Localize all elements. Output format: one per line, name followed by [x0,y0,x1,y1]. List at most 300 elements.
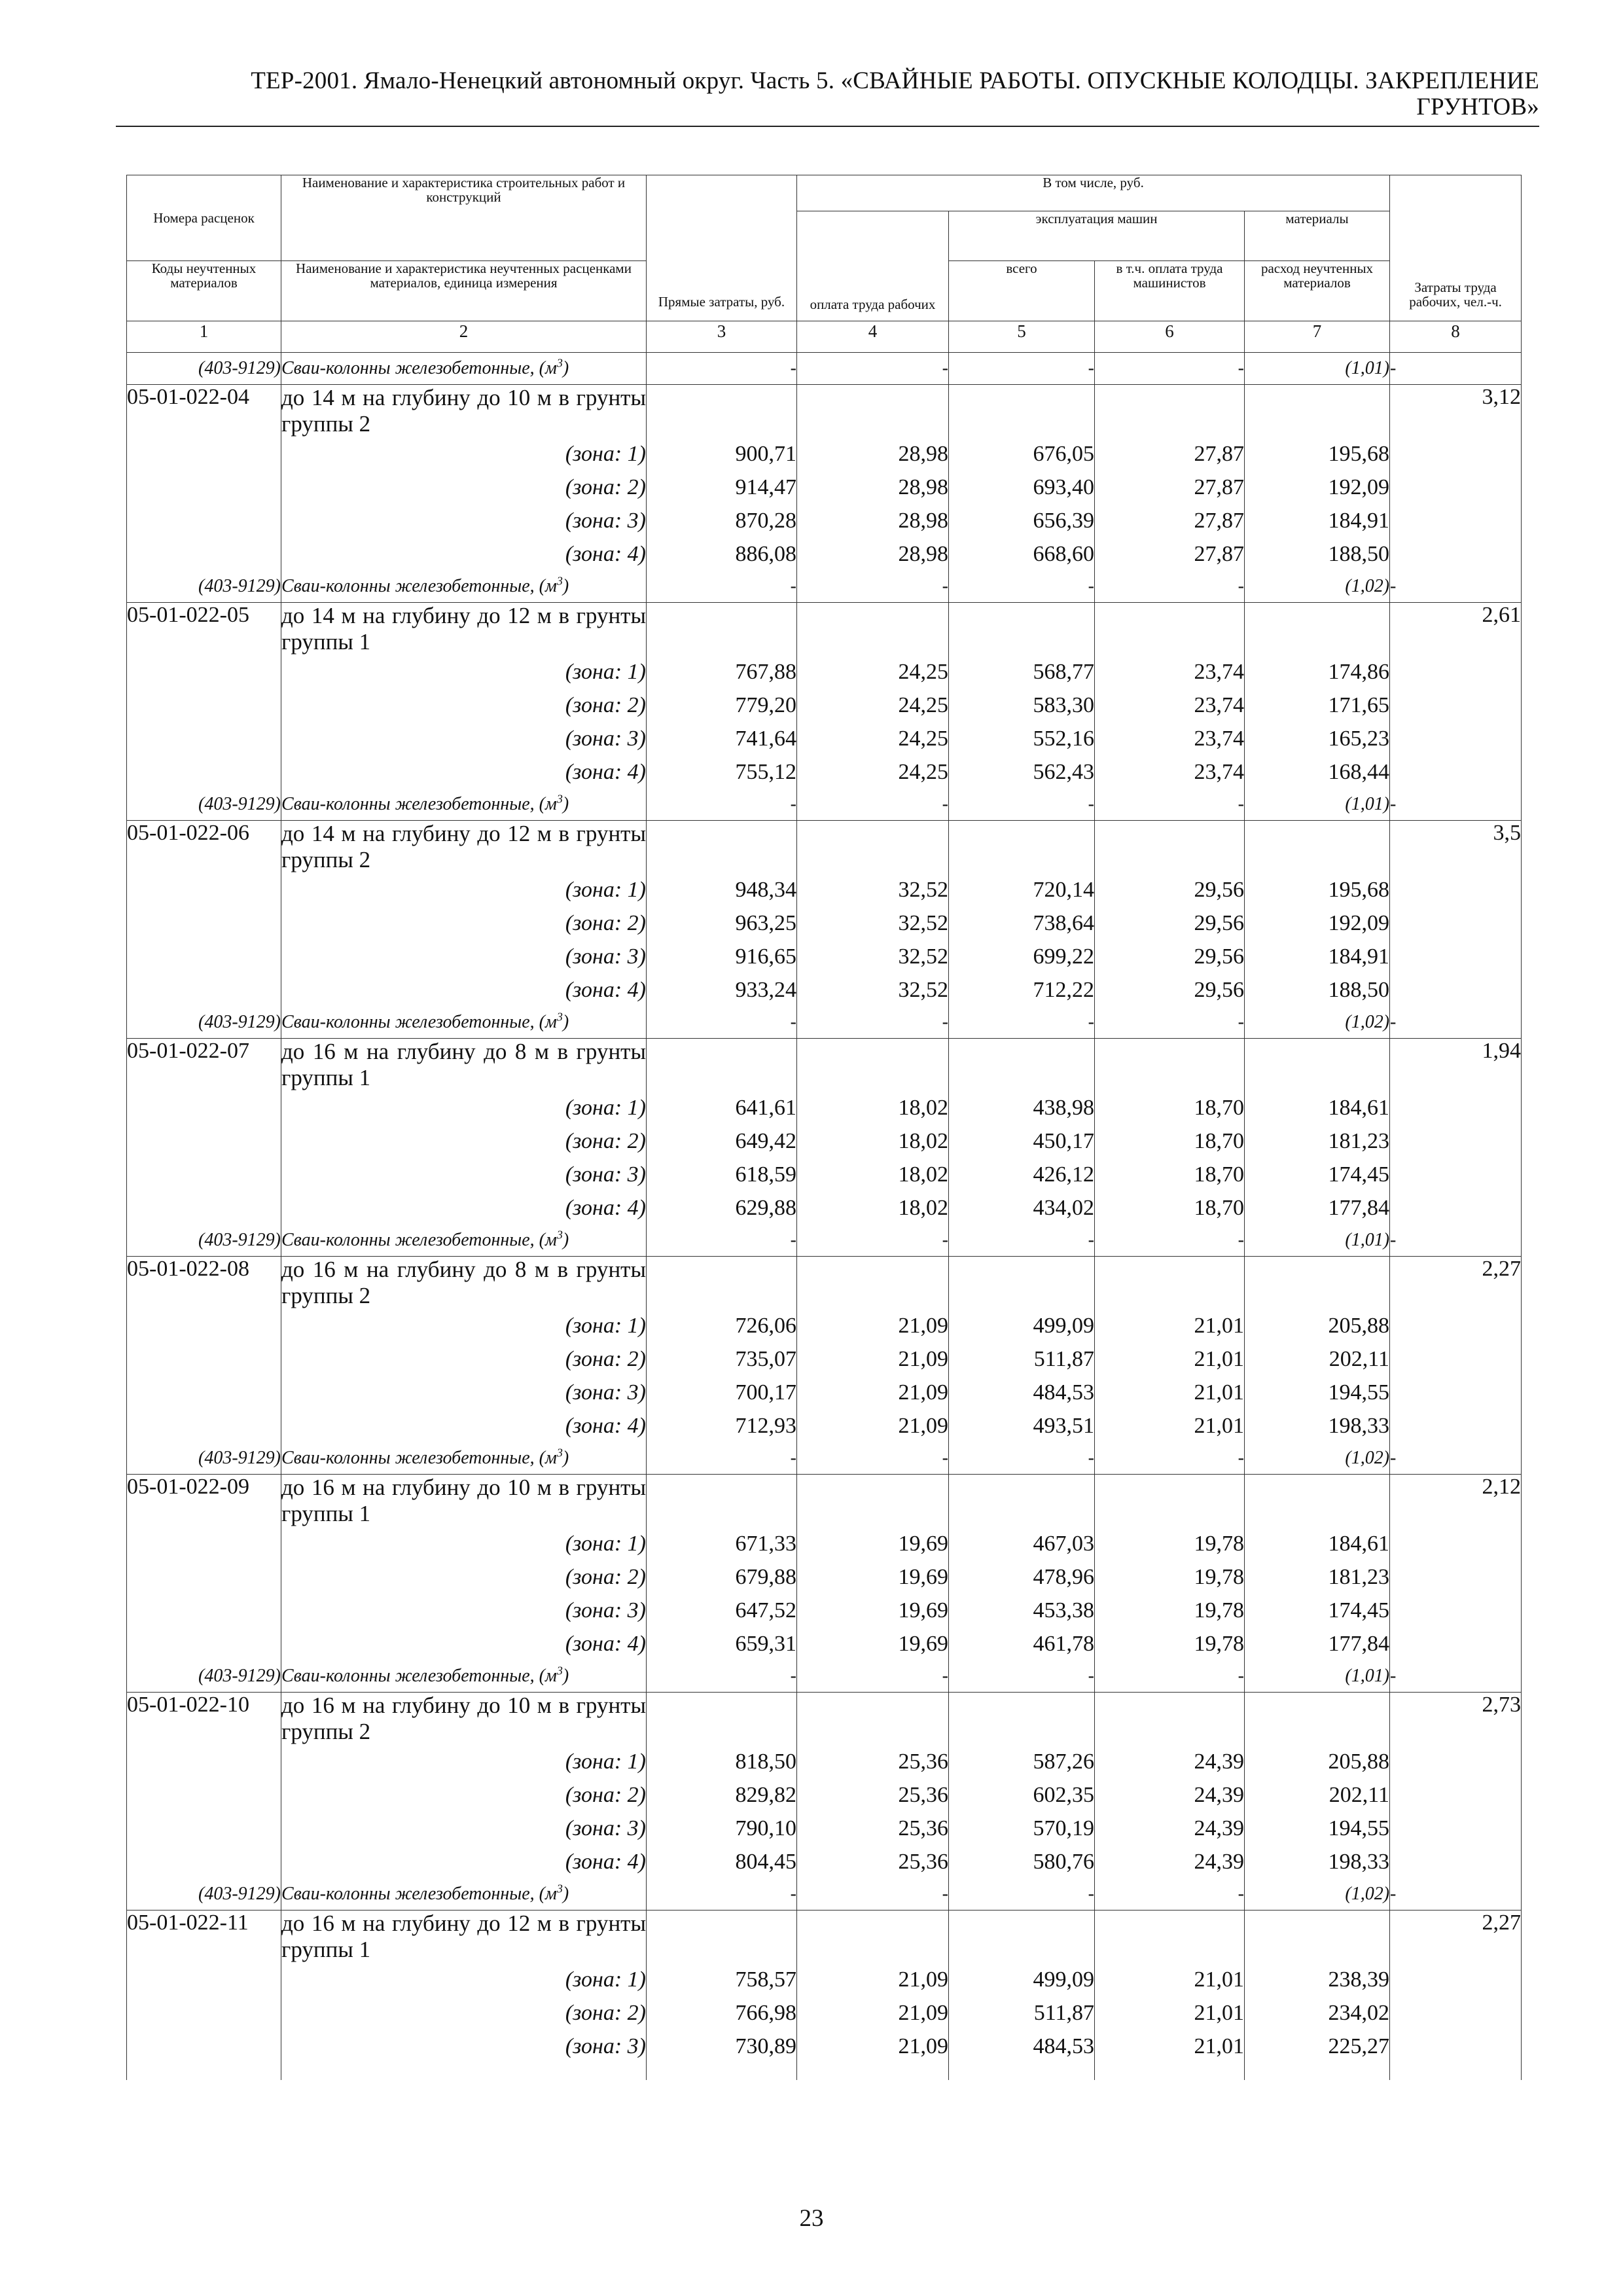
empty-cell [1390,1778,1522,1812]
machines-total: 493,51 [949,1409,1095,1443]
zone-label: (зона: 4) [281,755,647,789]
machines-total: 438,98 [949,1091,1095,1124]
material-code: (403-9129) [127,571,281,603]
empty-cell [1390,1812,1522,1845]
machinist-pay: 19,78 [1095,1527,1245,1560]
machines-total: 467,03 [949,1527,1095,1560]
zone-label: (зона: 3) [281,940,647,973]
labor-cost: 1,94 [1390,1039,1522,1092]
zone-row [127,1594,1522,1627]
machinist-pay: 29,56 [1095,873,1245,906]
empty-cell [1390,1191,1522,1225]
empty-cell [127,755,281,789]
material-machines-dash: - [949,1443,1095,1475]
rate-name: до 16 м на глубину до 12 м в грунты группы 1 [281,1910,646,1962]
material-quantity: (1,02) [1245,1443,1390,1475]
zone-label: (зона: 2) [281,471,647,504]
machinist-pay: 27,87 [1095,504,1245,537]
material-labor-dash: - [1390,1660,1522,1693]
material-machines-dash: - [949,1007,1095,1039]
zone-label: (зона: 1) [281,655,647,689]
materials-cost: 181,23 [1245,1560,1390,1594]
zone-label: (зона: 1) [281,1309,647,1342]
empty-cell [1245,821,1390,874]
material-machinists-dash: - [1095,571,1245,603]
worker-pay: 25,36 [797,1778,949,1812]
empty-cell [1390,973,1522,1007]
empty-cell [949,1910,1095,1964]
zone-label: (зона: 2) [281,689,647,722]
materials-cost: 198,33 [1245,1409,1390,1443]
rate-code: 05-01-022-05 [127,603,281,656]
material-labor-dash: - [1390,789,1522,821]
worker-pay: 21,09 [797,1963,949,1996]
material-name: Сваи-колонны железобетонные, $(м^3)$ [281,1225,647,1257]
worker-pay: 32,52 [797,973,949,1007]
zone-label: (зона: 3) [281,1812,647,1845]
worker-pay: 21,09 [797,1409,949,1443]
zone-label: (зона: 4) [281,1627,647,1660]
empty-cell [1390,1342,1522,1376]
empty-cell [1095,1257,1245,1310]
material-name: Сваи-колонны железобетонные, $(м^3)$ [281,571,647,603]
rate-row [127,603,1522,656]
machinist-pay: 23,74 [1095,722,1245,755]
materials-cost: 205,88 [1245,1309,1390,1342]
empty-cell [127,689,281,722]
zone-label: (зона: 2) [281,906,647,940]
material-name: Сваи-колонны железобетонные, $(м^3)$ [281,1660,647,1693]
material-worker-dash: - [797,571,949,603]
material-name: Сваи-колонны железобетонные, $(м^3)$ [281,353,647,385]
material-machinists-dash: - [1095,789,1245,821]
empty-cell [1390,1409,1522,1443]
machines-total: 450,17 [949,1124,1095,1158]
empty-cell [1390,722,1522,755]
material-machines-dash: - [949,1660,1095,1693]
direct-cost: 766,98 [647,1996,797,2030]
materials-cost: 205,88 [1245,1745,1390,1778]
empty-cell [1095,385,1245,438]
machines-total: 499,09 [949,1309,1095,1342]
materials-cost: 181,23 [1245,1124,1390,1158]
material-machinists-dash: - [1095,1225,1245,1257]
worker-pay: 18,02 [797,1124,949,1158]
direct-cost: 779,20 [647,689,797,722]
rate-name: до 16 м на глубину до 10 м в грунты группы 2 [281,1693,646,1744]
worker-pay: 18,02 [797,1158,949,1191]
machinist-pay: 18,70 [1095,1191,1245,1225]
zone-row [127,471,1522,504]
zone-row [127,2030,1522,2063]
empty-cell [127,873,281,906]
zone-row [127,1376,1522,1409]
empty-cell [127,973,281,1007]
direct-cost: 649,42 [647,1124,797,1158]
zone-row [127,1812,1522,1845]
materials-cost: 177,84 [1245,1191,1390,1225]
labor-cost: 2,61 [1390,603,1522,656]
zone-row [127,1124,1522,1158]
machines-total: 568,77 [949,655,1095,689]
direct-cost: 647,52 [647,1594,797,1627]
worker-pay: 24,25 [797,755,949,789]
zone-label: (зона: 3) [281,1594,647,1627]
empty-cell [127,1158,281,1191]
material-quantity: (1,01) [1245,1660,1390,1693]
empty-cell [647,385,797,438]
machinist-pay: 19,78 [1095,1594,1245,1627]
machines-total: 580,76 [949,1845,1095,1878]
materials-cost: 195,68 [1245,873,1390,906]
header-rate-name: Наименование и характеристика строительных работ и конструкций [281,175,647,261]
machinist-pay: 29,56 [1095,940,1245,973]
machines-total: 676,05 [949,437,1095,471]
empty-cell [1095,1475,1245,1528]
zone-label: (зона: 4) [281,1191,647,1225]
empty-cell [647,603,797,656]
machinist-pay: 18,70 [1095,1091,1245,1124]
material-worker-dash: - [797,1225,949,1257]
zone-row [127,1996,1522,2030]
zone-label: (зона: 1) [281,1745,647,1778]
zone-row [127,940,1522,973]
rate-row [127,1257,1522,1310]
empty-cell [1245,385,1390,438]
rate-name: до 14 м на глубину до 10 м в грунты группы 2 [281,385,646,437]
empty-cell [127,1342,281,1376]
header-worker-pay: оплата труда рабочих [797,211,949,321]
empty-cell [1390,537,1522,571]
materials-cost: 168,44 [1245,755,1390,789]
header-machines-total: всего [949,261,1095,321]
materials-cost: 165,23 [1245,722,1390,755]
zone-row [127,689,1522,722]
empty-cell [127,1560,281,1594]
empty-cell [127,1124,281,1158]
material-machines-dash: - [949,571,1095,603]
column-number: 8 [1390,321,1522,353]
column-number: 4 [797,321,949,353]
labor-cost: 3,5 [1390,821,1522,874]
machines-total: 562,43 [949,755,1095,789]
machines-total: 511,87 [949,1342,1095,1376]
direct-cost: 726,06 [647,1309,797,1342]
direct-cost: 916,65 [647,940,797,973]
column-number: 1 [127,321,281,353]
direct-cost: 741,64 [647,722,797,755]
empty-cell [1390,940,1522,973]
empty-cell [949,2063,1095,2080]
zone-row [127,1963,1522,1996]
direct-cost: 712,93 [647,1409,797,1443]
empty-cell [1390,1527,1522,1560]
zone-label: (зона: 3) [281,722,647,755]
machinist-pay: 29,56 [1095,973,1245,1007]
materials-cost: 188,50 [1245,537,1390,571]
materials-cost: 174,45 [1245,1594,1390,1627]
material-quantity: (1,02) [1245,1878,1390,1910]
materials-cost: 238,39 [1245,1963,1390,1996]
materials-cost: 195,68 [1245,437,1390,471]
material-labor-dash: - [1390,1443,1522,1475]
empty-cell [1095,1039,1245,1092]
zone-label: (зона: 1) [281,437,647,471]
empty-cell [1390,689,1522,722]
empty-cell [127,1409,281,1443]
zone-label: (зона: 1) [281,1527,647,1560]
machinist-pay: 23,74 [1095,755,1245,789]
material-machinists-dash: - [1095,1007,1245,1039]
empty-cell [1390,1158,1522,1191]
materials-cost: 177,84 [1245,1627,1390,1660]
material-quantity: (1,01) [1245,789,1390,821]
machines-total: 656,39 [949,504,1095,537]
materials-cost: 198,33 [1245,1845,1390,1878]
empty-cell [1245,1910,1390,1964]
machinist-pay: 21,01 [1095,2030,1245,2063]
direct-cost: 829,82 [647,1778,797,1812]
machinist-pay: 27,87 [1095,537,1245,571]
machinist-pay: 19,78 [1095,1560,1245,1594]
machines-total: 499,09 [949,1963,1095,1996]
empty-cell [949,603,1095,656]
empty-cell [1245,603,1390,656]
machinist-pay: 21,01 [1095,1409,1245,1443]
empty-cell [1390,1091,1522,1124]
empty-cell [127,1091,281,1124]
header-unaccounted-consumption: расход неучтенных материалов [1245,261,1390,321]
worker-pay: 19,69 [797,1627,949,1660]
empty-cell [949,821,1095,874]
material-code: (403-9129) [127,1660,281,1693]
empty-cell [1095,603,1245,656]
material-machines-dash: - [949,353,1095,385]
direct-cost: 671,33 [647,1527,797,1560]
empty-cell [1390,471,1522,504]
zone-row [127,906,1522,940]
worker-pay: 25,36 [797,1845,949,1878]
zone-row [127,1409,1522,1443]
machines-total: 434,02 [949,1191,1095,1225]
rate-code: 05-01-022-11 [127,1910,281,1964]
material-labor-dash: - [1390,571,1522,603]
empty-cell [797,821,949,874]
empty-cell [127,722,281,755]
worker-pay: 32,52 [797,873,949,906]
material-quantity: (1,01) [1245,1225,1390,1257]
empty-cell [127,1594,281,1627]
material-row [127,1443,1522,1475]
worker-pay: 24,25 [797,722,949,755]
empty-cell [797,2063,949,2080]
column-number: 7 [1245,321,1390,353]
header-direct-costs: Прямые затраты, руб. [647,175,797,321]
direct-cost: 659,31 [647,1627,797,1660]
empty-cell [647,1693,797,1746]
material-direct-dash: - [647,571,797,603]
zone-row [127,755,1522,789]
machines-total: 511,87 [949,1996,1095,2030]
worker-pay: 25,36 [797,1812,949,1845]
direct-cost: 629,88 [647,1191,797,1225]
material-code: (403-9129) [127,789,281,821]
zone-row [127,722,1522,755]
zone-row [127,873,1522,906]
empty-cell [127,1963,281,1996]
machines-total: 699,22 [949,940,1095,973]
direct-cost: 818,50 [647,1745,797,1778]
zone-label: (зона: 1) [281,1963,647,1996]
empty-cell [1390,2063,1522,2080]
rate-code: 05-01-022-06 [127,821,281,874]
rates-table [126,175,1522,2080]
machines-total: 461,78 [949,1627,1095,1660]
zone-label: (зона: 2) [281,1778,647,1812]
empty-cell [127,906,281,940]
labor-cost: 2,73 [1390,1693,1522,1746]
zone-row [127,1845,1522,1878]
zone-label: (зона: 3) [281,2030,647,2063]
rate-name: до 16 м на глубину до 10 м в грунты группы 1 [281,1475,646,1526]
empty-cell [1390,655,1522,689]
rate-name: до 14 м на глубину до 12 м в грунты группы 2 [281,821,646,872]
direct-cost: 758,57 [647,1963,797,1996]
materials-cost: 184,91 [1245,940,1390,973]
materials-cost: 184,61 [1245,1527,1390,1560]
worker-pay: 21,09 [797,1376,949,1409]
material-direct-dash: - [647,1660,797,1693]
materials-cost: 192,09 [1245,471,1390,504]
machinist-pay: 29,56 [1095,906,1245,940]
zone-row [127,1778,1522,1812]
rate-name: до 14 м на глубину до 12 м в грунты группы 1 [281,603,646,655]
material-name: Сваи-колонны железобетонные, $(м^3)$ [281,789,647,821]
worker-pay: 18,02 [797,1091,949,1124]
rate-row [127,385,1522,438]
direct-cost: 900,71 [647,437,797,471]
empty-cell [127,437,281,471]
rate-name: до 16 м на глубину до 8 м в грунты группы 2 [281,1257,646,1308]
empty-cell [797,1475,949,1528]
empty-cell [1095,1693,1245,1746]
material-quantity: (1,02) [1245,571,1390,603]
material-name: Сваи-колонны железобетонные, $(м^3)$ [281,1443,647,1475]
material-machinists-dash: - [1095,1660,1245,1693]
direct-cost: 767,88 [647,655,797,689]
zone-label: (зона: 3) [281,1158,647,1191]
table-tail-row [127,2063,1522,2080]
material-row [127,353,1522,385]
empty-cell [127,655,281,689]
empty-cell [127,1191,281,1225]
machines-total: 484,53 [949,1376,1095,1409]
material-row [127,571,1522,603]
machines-total: 693,40 [949,471,1095,504]
machines-total: 552,16 [949,722,1095,755]
material-worker-dash: - [797,1878,949,1910]
material-direct-dash: - [647,1878,797,1910]
material-machinists-dash: - [1095,353,1245,385]
direct-cost: 641,61 [647,1091,797,1124]
direct-cost: 914,47 [647,471,797,504]
zone-label: (зона: 4) [281,973,647,1007]
empty-cell [127,1627,281,1660]
material-code: (403-9129) [127,1007,281,1039]
zone-row [127,1191,1522,1225]
labor-cost: 2,27 [1390,1910,1522,1964]
empty-cell [1245,1475,1390,1528]
empty-cell [1245,1257,1390,1310]
table-header [127,175,1522,321]
header-in-that-number: В том числе, руб. [797,175,1390,211]
empty-cell [949,1693,1095,1746]
material-machinists-dash: - [1095,1443,1245,1475]
materials-cost: 194,55 [1245,1376,1390,1409]
materials-cost: 192,09 [1245,906,1390,940]
material-worker-dash: - [797,1660,949,1693]
machinist-pay: 19,78 [1095,1627,1245,1660]
header-rate-numbers: Номера расценок [127,175,281,261]
machinist-pay: 24,39 [1095,1778,1245,1812]
empty-cell [647,1257,797,1310]
rate-code: 05-01-022-07 [127,1039,281,1092]
materials-cost: 184,91 [1245,504,1390,537]
header-machinist-pay: в т.ч. оплата труда машинистов [1095,261,1245,321]
materials-cost: 202,11 [1245,1342,1390,1376]
machines-total: 738,64 [949,906,1095,940]
column-number-row [127,321,1522,353]
empty-cell [1390,2030,1522,2063]
empty-cell [1390,1963,1522,1996]
header-rule [116,126,1539,127]
empty-cell [1245,2063,1390,2080]
worker-pay: 32,52 [797,940,949,973]
empty-cell [1390,1996,1522,2030]
material-worker-dash: - [797,789,949,821]
worker-pay: 21,09 [797,2030,949,2063]
empty-cell [127,1778,281,1812]
material-direct-dash: - [647,353,797,385]
materials-cost: 202,11 [1245,1778,1390,1812]
empty-cell [647,1475,797,1528]
machinist-pay: 27,87 [1095,437,1245,471]
empty-cell [127,471,281,504]
rate-code: 05-01-022-10 [127,1693,281,1746]
materials-cost: 194,55 [1245,1812,1390,1845]
worker-pay: 19,69 [797,1527,949,1560]
header-title-line-2: ГРУНТОВ» [1416,94,1539,120]
zone-label: (зона: 2) [281,1996,647,2030]
empty-cell [1390,906,1522,940]
empty-cell [127,1812,281,1845]
zone-row [127,655,1522,689]
column-number: 3 [647,321,797,353]
material-row [127,1007,1522,1039]
material-worker-dash: - [797,353,949,385]
empty-cell [127,940,281,973]
empty-cell [1390,1627,1522,1660]
column-number: 5 [949,321,1095,353]
zone-label: (зона: 3) [281,1376,647,1409]
empty-cell [797,1693,949,1746]
table-body [127,321,1522,2081]
worker-pay: 25,36 [797,1745,949,1778]
empty-cell [127,504,281,537]
zone-row [127,537,1522,571]
machinist-pay: 21,01 [1095,1342,1245,1376]
machinist-pay: 27,87 [1095,471,1245,504]
